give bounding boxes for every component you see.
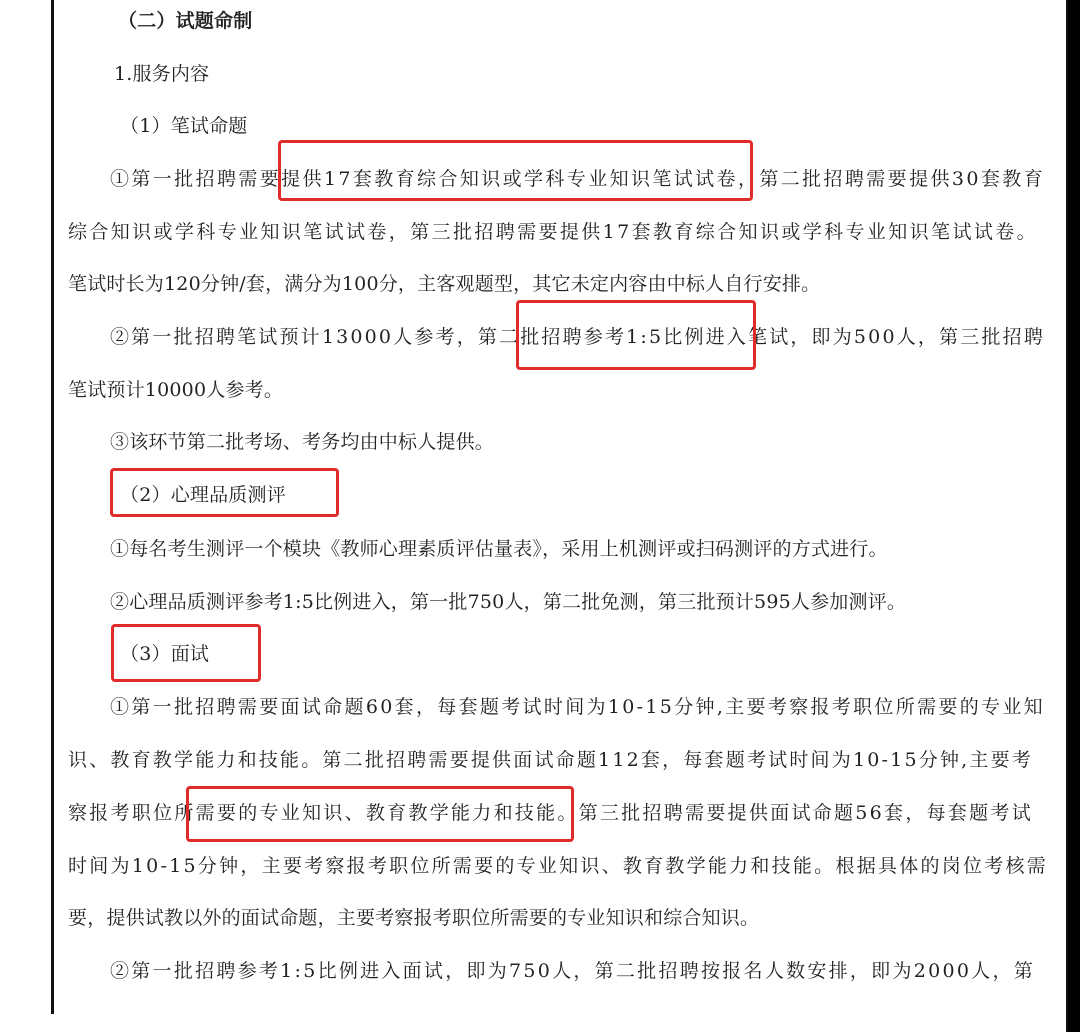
highlight-box-skills [186,786,574,842]
paragraph-line: 察报考职位所需要的专业知识、教育教学能力和技能。第三批招聘需要提供面试命题56套，每套题考试 [68,802,1033,824]
page-left-border [51,0,54,1014]
subsection-heading: 1.服务内容 [114,63,210,85]
paragraph-line: ②第一批招聘参考1:5比例进入面试，即为750人，第二批招聘按报名人数安排，即为2000人，第 [110,960,1035,982]
page-right-border [1066,0,1068,1032]
paragraph-line: 要，提供试教以外的面试命题，主要考察报考职位所需要的专业知识和综合知识。 [68,907,760,929]
highlight-box-17-sets [278,140,753,201]
paragraph-line: ①第一批招聘需要面试命题60套，每套题考试时间为10-15分钟,主要考察报考职位所需要的专业知 [110,696,1045,718]
paragraph-line: 时间为10-15分钟，主要考察报考职位所需要的专业知识、教育教学能力和技能。根据具体的岗位考核需 [68,855,1048,877]
paragraph-line: 笔试预计10000人参考。 [68,379,284,401]
paragraph-line: 综合知识或学科专业知识笔试试卷，第三批招聘需要提供17套教育综合知识或学科专业知识笔试试卷。 [68,221,1038,243]
item-heading-interview: （3）面试 [120,643,210,665]
paragraph-line: 笔试时长为120分钟/套，满分为100分，主客观题型，其它未定内容由中标人自行安排。 [68,273,821,295]
highlight-box-interview-heading [111,624,261,682]
paragraph-line: ①每名考生测评一个模块《教师心理素质评估量表》，采用上机测评或扫码测评的方式进行。 [110,538,888,560]
paragraph-line: ①第一批招聘需要提供17套教育综合知识或学科专业知识笔试试卷，第二批招聘需要提供30套教育 [110,168,1045,190]
highlight-box-psych-heading [110,468,339,517]
highlight-box-ratio-1-5 [516,300,756,370]
paragraph-line: ②第一批招聘笔试预计13000人参考，第二批招聘参考1:5比例进入笔试，即为500人，第三批招聘 [110,326,1045,348]
item-heading-written-exam: （1）笔试命题 [120,115,248,137]
paragraph-line: 识、教育教学能力和技能。第二批招聘需要提供面试命题112套，每套题考试时间为10-15分钟,主要考 [68,749,1033,771]
paragraph-line: ②心理品质测评参考1:5比例进入，第一批750人，第二批免测，第三批预计595人参加测评。 [110,591,907,613]
section-heading: （二）试题命制 [118,10,253,32]
paragraph-line: ③该环节第二批考场、考务均由中标人提供。 [110,431,495,453]
item-heading-psych-assessment: （2）心理品质测评 [120,484,286,506]
